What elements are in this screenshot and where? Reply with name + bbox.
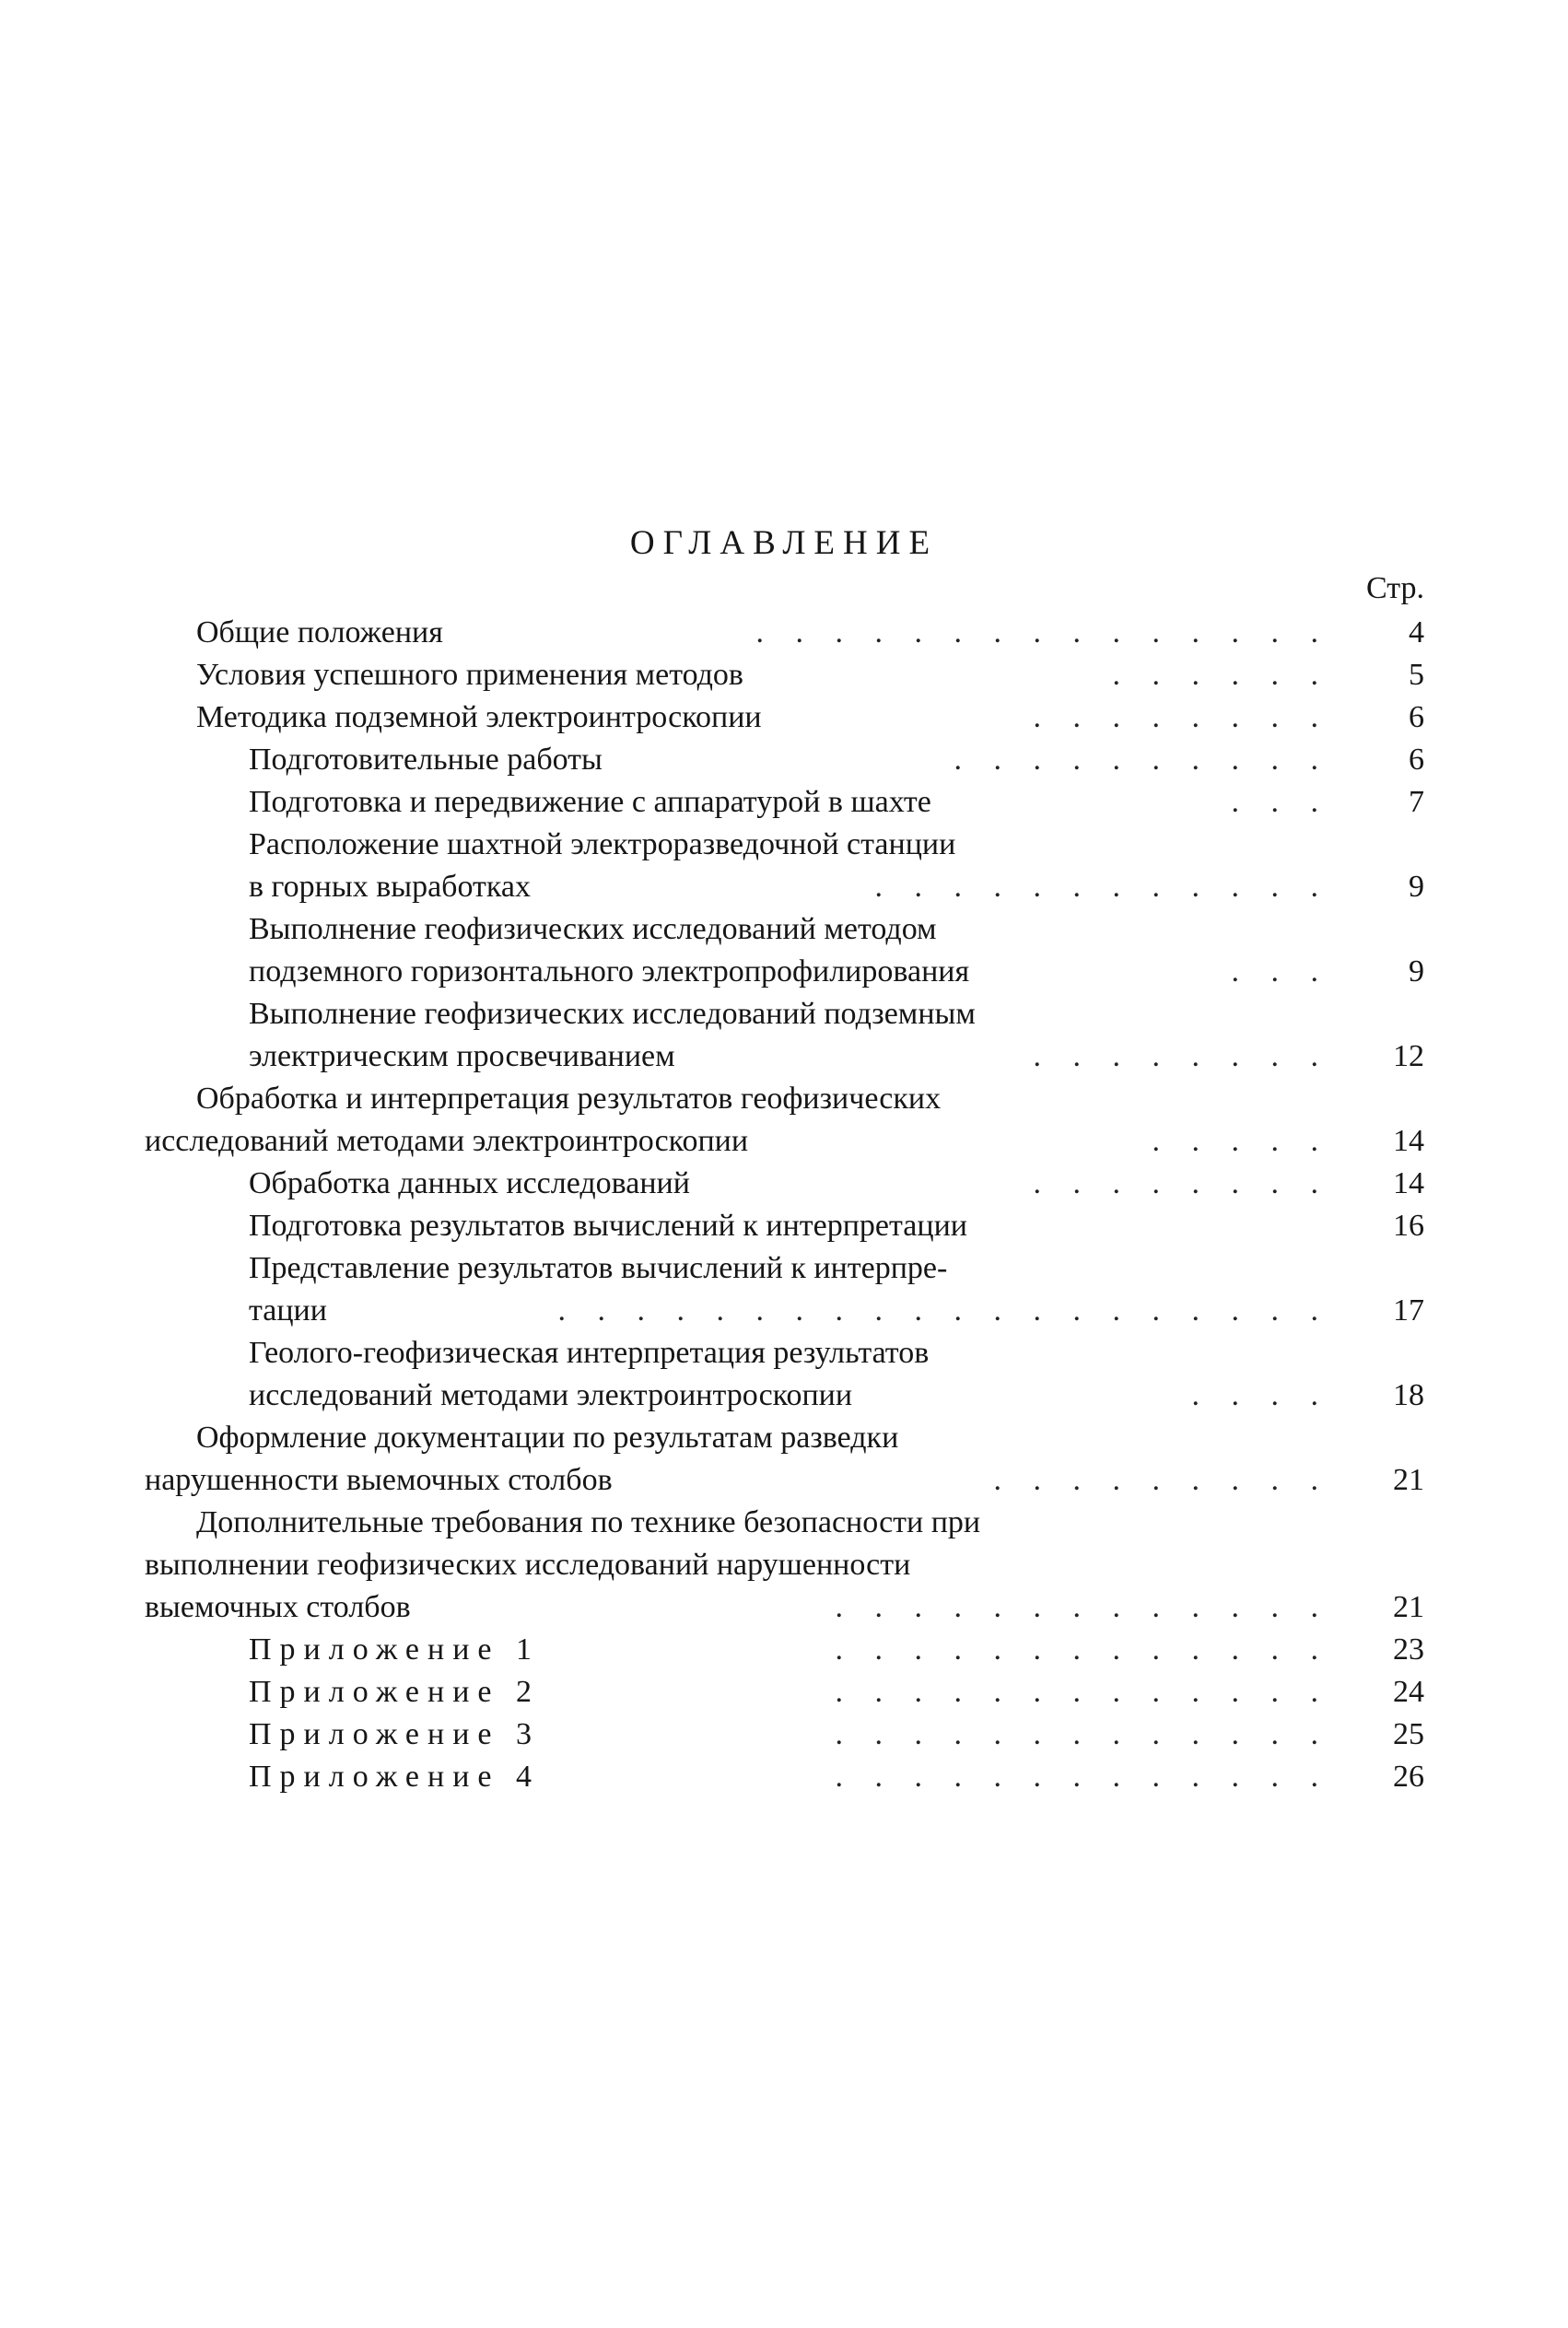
toc-entry-text: Оформление документации по результатам разведки: [196, 1421, 899, 1455]
toc-dot-leader: . . . . . . . . . . . .: [874, 870, 1330, 904]
page-column-label: Стр.: [1365, 571, 1424, 605]
toc-dot-leader: . . . . . . . . . . . . .: [835, 1717, 1330, 1751]
toc-page-number: 5: [1409, 658, 1424, 692]
toc-line: [0, 1459, 1568, 1502]
toc-page-number: 26: [1393, 1760, 1424, 1794]
toc-line: [0, 1163, 1568, 1205]
toc-dot-leader: . . . . . .: [1112, 658, 1330, 692]
toc-page-number: 21: [1393, 1463, 1424, 1497]
toc-dot-leader: . . . . . . . . . . . . .: [835, 1632, 1330, 1667]
toc-line: [0, 1035, 1568, 1078]
toc-entry-text: Обработка и интерпретация результатов геофизических: [196, 1082, 942, 1116]
toc-entry-text: Подготовка и передвижение с аппаратурой в шахте: [249, 785, 931, 819]
toc-dot-leader: . . . . . . . . . . . . . . . . . . . .: [557, 1293, 1330, 1328]
toc-line: [0, 1375, 1568, 1417]
toc-page-number: 17: [1393, 1293, 1424, 1328]
table-of-contents: [0, 612, 1568, 1798]
toc-line: [0, 951, 1568, 993]
toc-line: [0, 1502, 1568, 1544]
toc-line: [0, 1417, 1568, 1459]
toc-line: [0, 908, 1568, 951]
toc-entry-text: Приложение 1: [249, 1632, 540, 1667]
toc-page-number: 14: [1393, 1124, 1424, 1158]
toc-entry-text: Выполнение геофизических исследований подземным: [249, 997, 976, 1031]
toc-entry-text: Приложение 2: [249, 1675, 540, 1709]
toc-page-number: 4: [1409, 615, 1424, 649]
toc-page-number: 18: [1393, 1378, 1424, 1412]
toc-entry-text: Условия успешного применения методов: [196, 658, 743, 692]
toc-entry-text: Дополнительные требования по технике безопасности при: [196, 1505, 981, 1539]
toc-page-number: 9: [1409, 870, 1424, 904]
toc-entry-text: Подготовительные работы: [249, 743, 603, 777]
toc-entry-text: тации: [249, 1293, 327, 1328]
toc-entry-text: подземного горизонтального электропрофилирования: [249, 954, 970, 989]
toc-line: [0, 696, 1568, 739]
toc-line: [0, 824, 1568, 866]
toc-entry-text: исследований методами электроинтроскопии: [249, 1378, 853, 1412]
toc-dot-leader: . . . . . . . . . . . . .: [835, 1590, 1330, 1624]
toc-entry-text: Обработка данных исследований: [249, 1166, 690, 1200]
toc-entry-text: Выполнение геофизических исследований методом: [249, 912, 937, 946]
toc-page-number: 9: [1409, 954, 1424, 989]
toc-entry-text: исследований методами электроинтроскопии: [145, 1124, 749, 1158]
toc-page-number: 12: [1393, 1039, 1424, 1073]
toc-line: [0, 1756, 1568, 1798]
toc-entry-text: выполнении геофизических исследований нарушенности: [145, 1548, 911, 1582]
toc-dot-leader: . . .: [1231, 954, 1330, 989]
toc-page-number: 14: [1393, 1166, 1424, 1200]
toc-line: [0, 781, 1568, 824]
toc-entry-text: Геолого-геофизическая интерпретация результатов: [249, 1336, 930, 1370]
toc-line: [0, 1290, 1568, 1332]
toc-line: [0, 1332, 1568, 1375]
toc-line: [0, 1671, 1568, 1714]
toc-entry-text: Приложение 3: [249, 1717, 540, 1751]
toc-dot-leader: . . . . .: [1152, 1124, 1330, 1158]
toc-line: [0, 1120, 1568, 1163]
toc-entry-text: Расположение шахтной электроразведочной станции: [249, 827, 956, 861]
toc-entry-text: электрическим просвечиванием: [249, 1039, 675, 1073]
toc-page-number: 7: [1409, 785, 1424, 819]
toc-page-number: 21: [1393, 1590, 1424, 1624]
toc-dot-leader: . . . . . . . . . . . . .: [835, 1675, 1330, 1709]
toc-page-number: 6: [1409, 743, 1424, 777]
toc-entry-text: Приложение 4: [249, 1760, 540, 1794]
toc-dot-leader: . . . .: [1191, 1378, 1330, 1412]
toc-dot-leader: . . . . . . . . .: [993, 1463, 1330, 1497]
toc-line: [0, 866, 1568, 908]
toc-dot-leader: . . . . . . . .: [1033, 1166, 1330, 1200]
toc-entry-text: выемочных столбов: [145, 1590, 411, 1624]
toc-dot-leader: . . .: [1231, 785, 1330, 819]
toc-entry-text: Подготовка результатов вычислений к интерпретации: [249, 1209, 967, 1243]
toc-dot-leader: . . . . . . . . . . . . . . .: [755, 615, 1330, 649]
toc-dot-leader: . . . . . . . .: [1033, 700, 1330, 734]
toc-line: [0, 612, 1568, 654]
toc-page-number: 6: [1409, 700, 1424, 734]
toc-line: [0, 1078, 1568, 1120]
toc-entry-text: Методика подземной электроинтроскопии: [196, 700, 762, 734]
toc-entry-text: в горных выработках: [249, 870, 531, 904]
toc-line: [0, 1586, 1568, 1629]
toc-dot-leader: . . . . . . . .: [1033, 1039, 1330, 1073]
toc-page-number: 25: [1393, 1717, 1424, 1751]
toc-line: [0, 1247, 1568, 1290]
toc-line: [0, 1629, 1568, 1671]
toc-dot-leader: . . . . . . . . . . . . .: [835, 1760, 1330, 1794]
toc-line: [0, 739, 1568, 781]
toc-page-number: 24: [1393, 1675, 1424, 1709]
toc-line: [0, 654, 1568, 696]
toc-entry-text: Представление результатов вычислений к интерпре-: [249, 1251, 948, 1285]
toc-dot-leader: . . . . . . . . . .: [954, 743, 1330, 777]
toc-page-number: 23: [1393, 1632, 1424, 1667]
toc-line: [0, 1714, 1568, 1756]
toc-line: [0, 1205, 1568, 1247]
toc-entry-text: нарушенности выемочных столбов: [145, 1463, 613, 1497]
toc-page-number: 16: [1393, 1209, 1424, 1243]
page-title: ОГЛАВЛЕНИЕ: [629, 524, 939, 562]
toc-line: [0, 993, 1568, 1035]
toc-line: [0, 1544, 1568, 1586]
toc-entry-text: Общие положения: [196, 615, 443, 649]
